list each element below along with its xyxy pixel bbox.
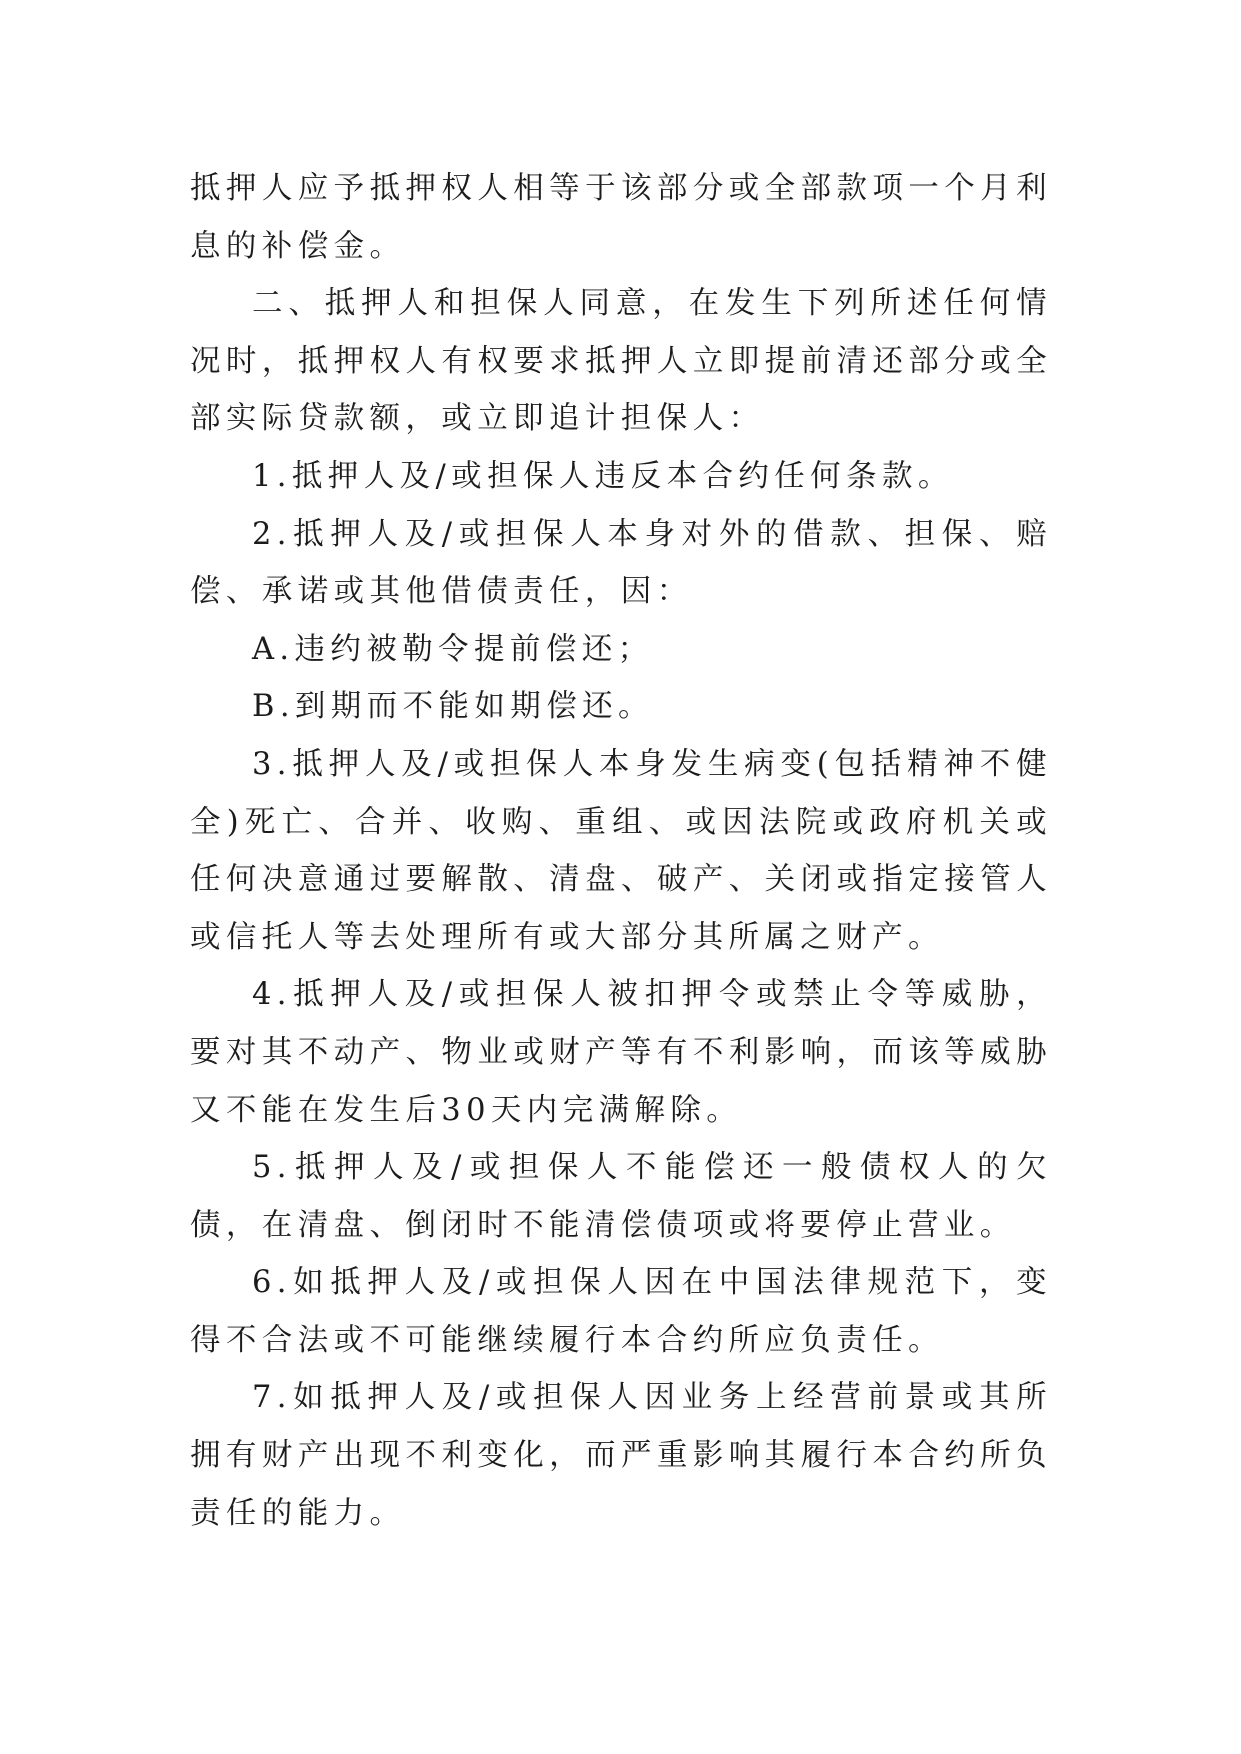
list-item-6: 6.如抵押人及/或担保人因在中国法律规范下，变得不合法或不可能继续履行本合约所应负责任。 bbox=[190, 1265, 1052, 1358]
list-item-7: 7.如抵押人及/或担保人因业务上经营前景或其所拥有财产出现不利变化，而严重影响其履行本合约所负责任的能力。 bbox=[190, 1380, 1052, 1531]
list-item-2b: B.到期而不能如期偿还。 bbox=[252, 689, 654, 725]
paragraph-section-two-intro: 二、抵押人和担保人同意，在发生下列所述任何情况时，抵押权人有权要求抵押人立即提前清还部分或全部实际贷款额，或立即追计担保人： bbox=[190, 286, 1052, 437]
list-item-2a: A.违约被勒令提前偿还； bbox=[252, 631, 654, 667]
list-item-1: 1.抵押人及/或担保人违反本合约任何条款。 bbox=[252, 458, 954, 494]
paragraph-compensation-continuation: 抵押人应予抵押权人相等于该部分或全部款项一个月利息的补偿金。 bbox=[190, 171, 1052, 264]
list-item-2: 2.抵押人及/或担保人本身对外的借款、担保、赔偿、承诺或其他借债责任，因： bbox=[190, 516, 1052, 610]
list-item-4: 4.抵押人及/或担保人被扣押令或禁止令等威胁，要对其不动产、物业或财产等有不利影响，而该等威胁又不能在发生后30天内完满解除。 bbox=[190, 977, 1052, 1128]
list-item-3: 3.抵押人及/或担保人本身发生病变(包括精神不健全)死亡、合并、收购、重组、或因法院或政府机关或任何决意通过要解散、清盘、破产、关闭或指定接管人或信托人等去处理所有或大部分其所属之财产。 bbox=[190, 746, 1052, 955]
document-body bbox=[190, 160, 1052, 1542]
list-item-5: 5.抵押人及/或担保人不能偿还一般债权人的欠债，在清盘、倒闭时不能清偿债项或将要停止营业。 bbox=[190, 1150, 1052, 1243]
